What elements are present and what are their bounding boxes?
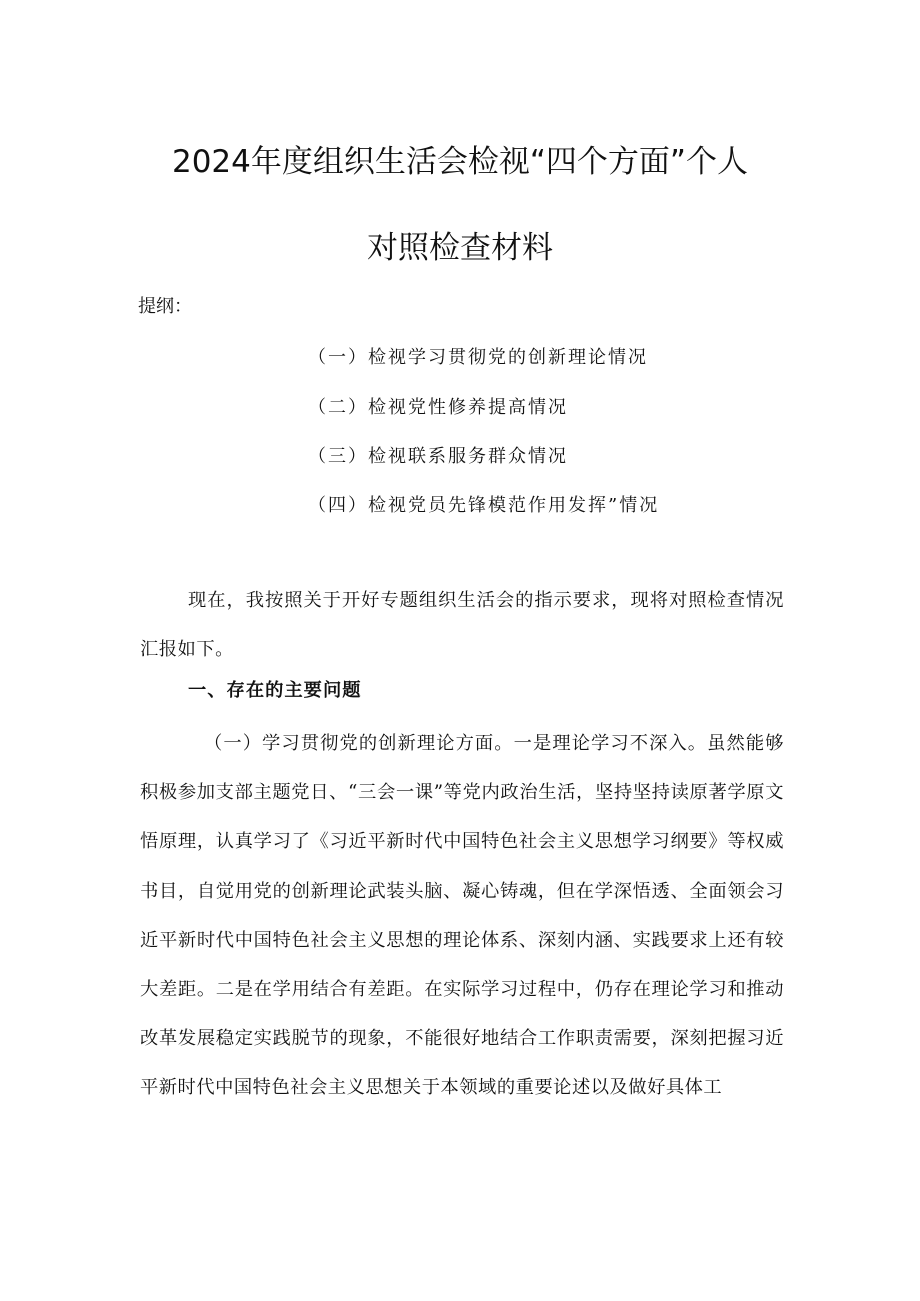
outline-item-2: （二）检视党性修养提高情况 (308, 397, 568, 418)
document-title-line1: 2024年度组织生活会检视“四个方面”个人 (171, 144, 748, 180)
intro-paragraph: 现在，我按照关于开好专题组织生活会的指示要求，现将对照检查情况汇报如下。 (140, 590, 784, 661)
outline-label: 提纲： (138, 296, 192, 317)
document-title-line2: 对照检查材料 (367, 230, 553, 266)
section-heading: 一、存在的主要问题 (188, 680, 362, 701)
outline-item-3: （三）检视联系服务群众情况 (308, 446, 568, 467)
body-paragraph-1: （一）学习贯彻党的创新理论方面。一是理论学习不深入。虽然能够积极参加支部主题党日、“三会一课”等党内政治生活，坚持坚持读原著学原文悟原理，认真学习了《习近平新时代中国特色社会主义思想学习纲要》等权威书目，自觉用党的创新理论武装头脑、凝心铸魂，但在学深悟透、全面领会习近平新时代中国特色社会主义思想的理论体系、深刻内涵、实践要求上还有较大差距。二是在学用结合有差距。在实际学习过程中，仍存在理论学习和推动改革发展稳定实践脱节的现象，不能很好地结合工作职责需要，深刻把握习近平新时代中国特色社会主义思想关于本领域的重要论述以及做好具体工 (140, 733, 784, 1099)
outline-item-4: （四）检视党员先锋模范作用发挥”情况 (308, 495, 660, 516)
outline-item-1: （一）检视学习贯彻党的创新理论情况 (308, 347, 648, 368)
